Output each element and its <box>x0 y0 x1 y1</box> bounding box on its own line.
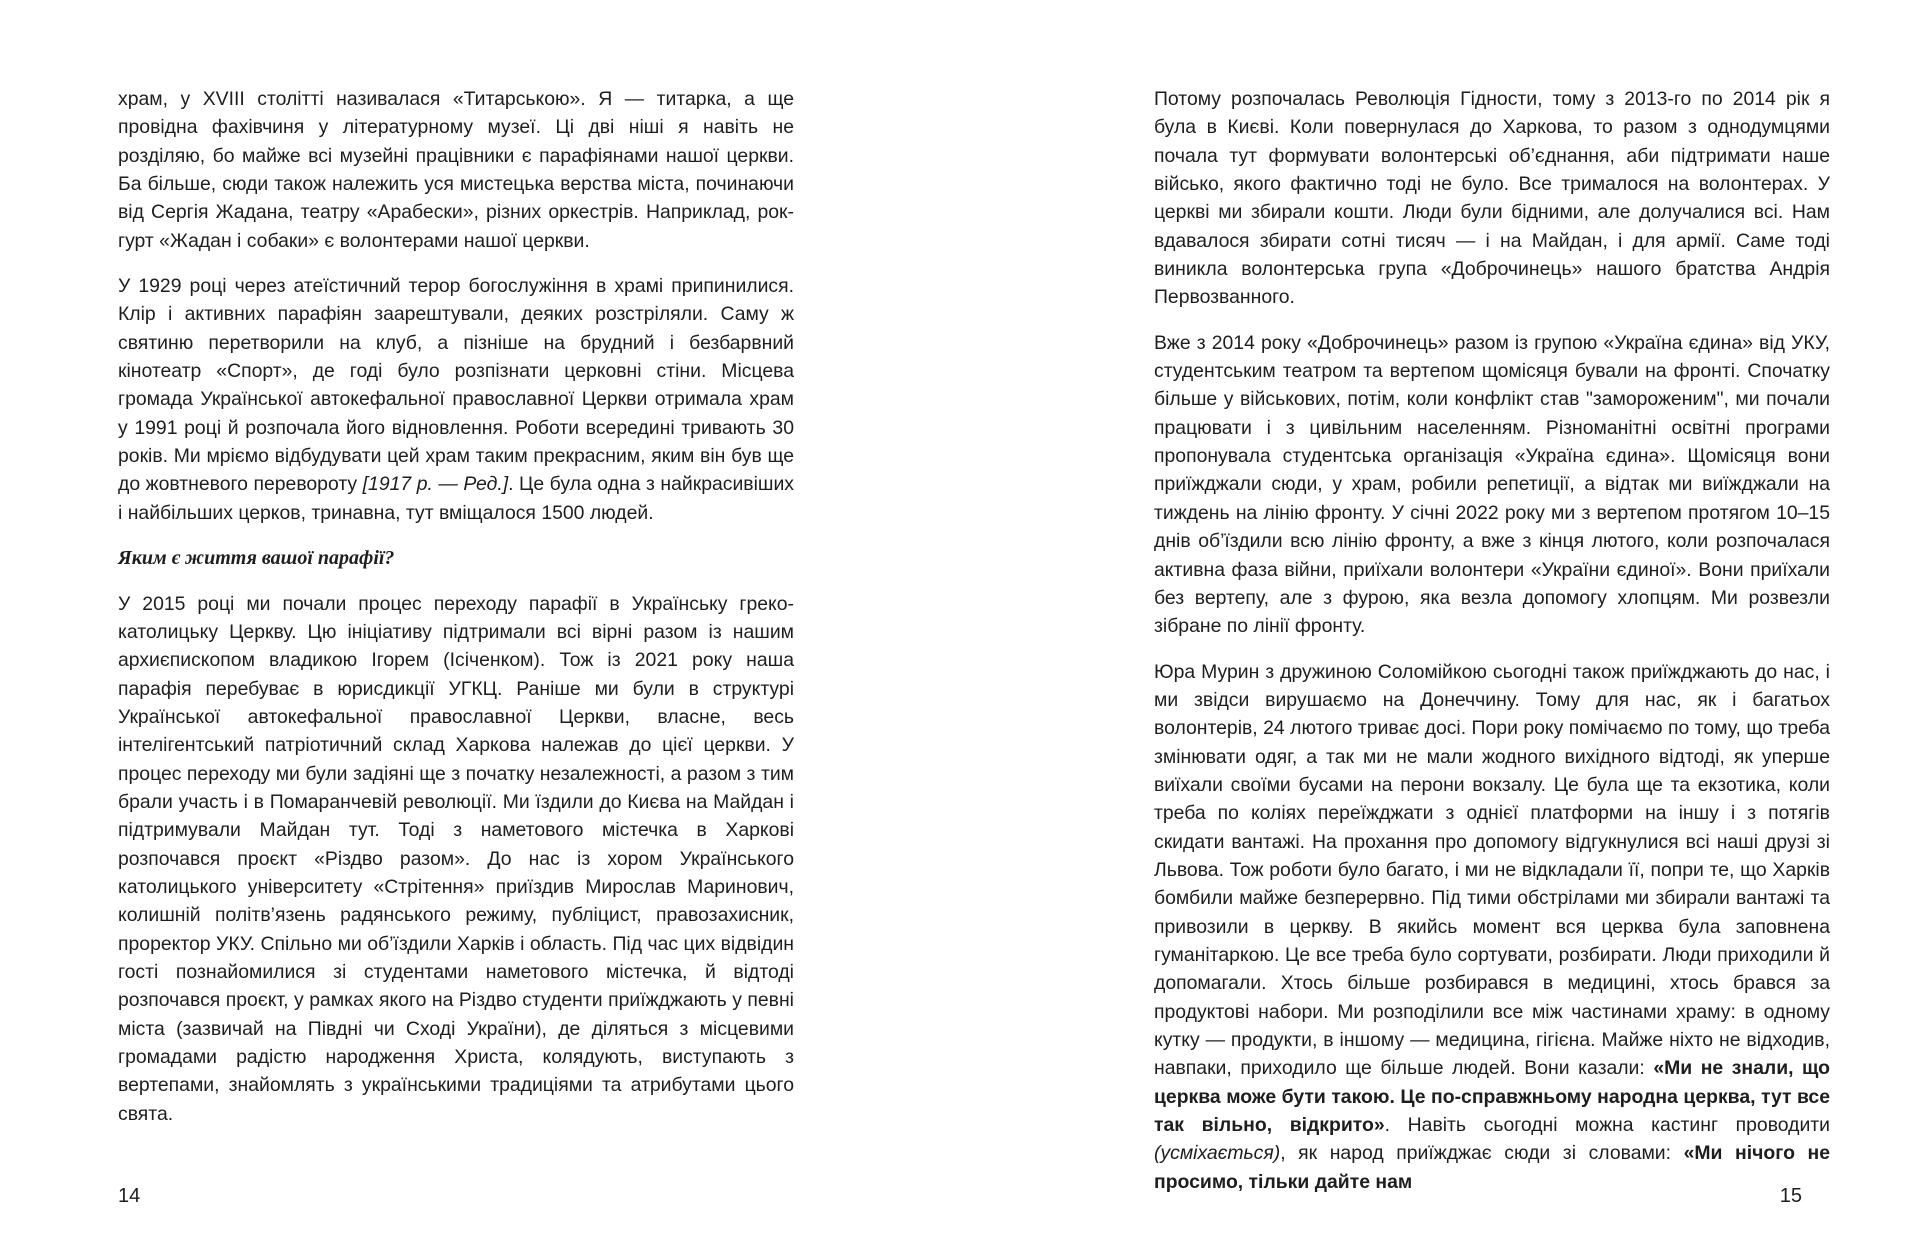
text-run: храм, у XVIII столітті називалася «Титарською». Я — титарка, а ще провідна фахівчиня у літературному музеї. Ці дві ніші я навіть не розділяю, бо майже всі музейні працівники є парафіянами нашої церкви. Ба більше, сюди також належить уся мистецька верства міста, починаючи від Сергія Жадана, театру «Арабески», різних оркестрів. Наприклад, рок-гурт «Жадан і собаки» є волонтерами нашої церкви. <box>118 88 794 252</box>
paragraph <box>1154 329 1830 641</box>
paragraph <box>1154 85 1830 312</box>
text-run: , як народ приїжджає сюди зі словами: <box>1280 1142 1684 1165</box>
editor-note: [1917 р. — Ред.] <box>362 473 509 496</box>
text-run: . Це була одна з найкрасивіших і найбільших церков, тринавна, тут вміщалося 1500 людей. <box>118 473 794 524</box>
stage-remark: (усміхається) <box>1154 1142 1281 1165</box>
paragraph <box>118 590 794 1129</box>
text-run: Вже з 2014 року «Доброчинець» разом із групою «Україна єдина» від УКУ, студентським театром та вертепом щомісяця бували на фронті. Спочатку більше у військових, потім, коли конфлікт став "замороженим", ми почали працювати і з цивільним населенням. Різноманітні освітні програми пропонувала студентська організація «Україна єдина». Щомісяця вони приїжджали сюди, у храм, робили репетиції, а відтак ми виїжджали на тиждень на лінію фронту. У січні 2022 року ми з вертепом протягом 10–15 днів об’їздили всю лінію фронту, а вже з кінця лютого, коли розпочалася активна фаза війни, приїхали волонтери «України єдиної». Вони приїхали без вертепу, але з фурою, яка везла допомогу хлопцям. Ми розвезли зібране по лінії фронту. <box>1154 331 1830 638</box>
text-run: Юра Мурин з дружиною Соломійкою сьогодні також приїжджають до нас, і ми звідси вирушаємо на Донеччину. Тому для нас, як і багатьох волонтерів, 24 лютого триває досі. Пори року помічаємо по тому, що треба змінювати одяг, а так ми не мали жодного вихідного відтоді, як уперше виїхали своїми бусами на перони вокзалу. Це була ще та екзотика, коли треба по коліях переїжджати з однієї платформи на іншу і з потягів скидати вантажі. На прохання про допомогу відгукнулися всі наші друзі зі Львова. Тож роботи було багато, і ми не відкладали її, попри те, що Харків бомбили майже безперервно. Під тими обстрілами ми збирали вантажі та привозили в церкву. В якийсь момент вся церква була заповнена гуманітаркою. Це все треба було сортувати, розбирати. Люди приходили й допомагали. Хтось більше розбирався в медицині, хтось брався за продуктові набори. Ми розподілили все між частинами храму: в одному кутку — продукти, в іншому — медицина, гігієна. Майже ніхто не відходив, навпаки, приходило ще більше людей. Вони казали: <box>1154 660 1830 1080</box>
page-number: 14 <box>118 1185 141 1207</box>
text-run: У 2015 році ми почали процес переходу парафії в Українську греко-католицьку Церкву. Цю ініціативу підтримали всі вірні разом із нашим архиєпископом владикою Ігорем (Ісіченком). Тож із 2021 року наша парафія перебуває в юрисдикції УГКЦ. Раніше ми були в структурі Української автокефальної православної Церкви, власне, весь інтелігентський патріотичний склад Харкова належав до цієї церкви. У процес переходу ми були задіяні ще з початку незалежності, а разом з тим брали участь і в Помаранчевій революції. Ми їздили до Києва на Майдан і підтримували Майдан тут. Тоді з наметового містечка в Харкові розпочався проєкт «Різдво разом». До нас із хором Українського католицького університету «Стрітення» приїздив Мирослав Маринович, колишній політв’язень радянського режиму, публіцист, правозахисник, проректор УКУ. Спільно ми об’їздили Харків і область. Під час цих відвідин гості познайомилися зі студентами наметового містечка, й відтоді розпочався проєкт, у рамках якого на Різдво студенти приїжджають у певні міста (зазвичай на Півдні чи Сході України), де діляться з місцевими громадами радістю народження Христа, колядують, виступають з вертепами, знайомлять з українськими традиціями та атрибутами цього свята. <box>118 592 794 1125</box>
paragraph <box>1154 658 1830 1197</box>
paragraph <box>118 272 794 527</box>
text-run: . Навіть сьогодні можна кастинг проводити <box>1384 1114 1830 1137</box>
right-page <box>960 0 1920 1251</box>
text-run: Потому розпочалась Революція Гідности, тому з 2013-го по 2014 рік я була в Києві. Коли повернулася до Харкова, то разом з однодумцями почала тут формувати волонтерські об’єднання, аби підтримати наше військо, якого фактично тоді не було. Все трималося на волонтерах. У церкві ми збирали кошти. Люди були бідними, але долучалися всі. Нам вдавалося збирати сотні тисяч — і на Майдан, і для армії. Саме тоді виникла волонтерська група «Доброчинець» нашого братства Андрія Первозванного. <box>1154 88 1830 309</box>
paragraph <box>118 85 794 255</box>
bold-quote: «Ми нічого не просимо, тільки дайте нам <box>1154 1142 1830 1193</box>
interview-question: Яким є життя вашої парафії? <box>118 547 395 570</box>
right-page-text-column <box>1154 85 1830 1196</box>
bold-quote: «Ми не знали, що церква може бути такою. Це по-справжньому народна церква, тут все так вільно, відкрито» <box>1154 1057 1830 1137</box>
page-number: 15 <box>1779 1185 1802 1207</box>
text-run: У 1929 році через атеїстичний терор богослужіння в храмі припинилися. Клір і активних парафіян заарештували, деяких розстріляли. Саму ж святиню перетворили на клуб, а пізніше на брудний і безбарвний кінотеатр «Спорт», де годі було розпізнати церковні стіни. Місцева громада Української автокефальної православної Церкви отримала храм у 1991 році й розпочала його відновлення. Роботи всередині тривають 30 років. Ми мріємо відбудувати цей храм таким прекрасним, яким він був ще до жовтневого перевороту <box>118 275 794 496</box>
left-page-text-column <box>118 85 794 1128</box>
